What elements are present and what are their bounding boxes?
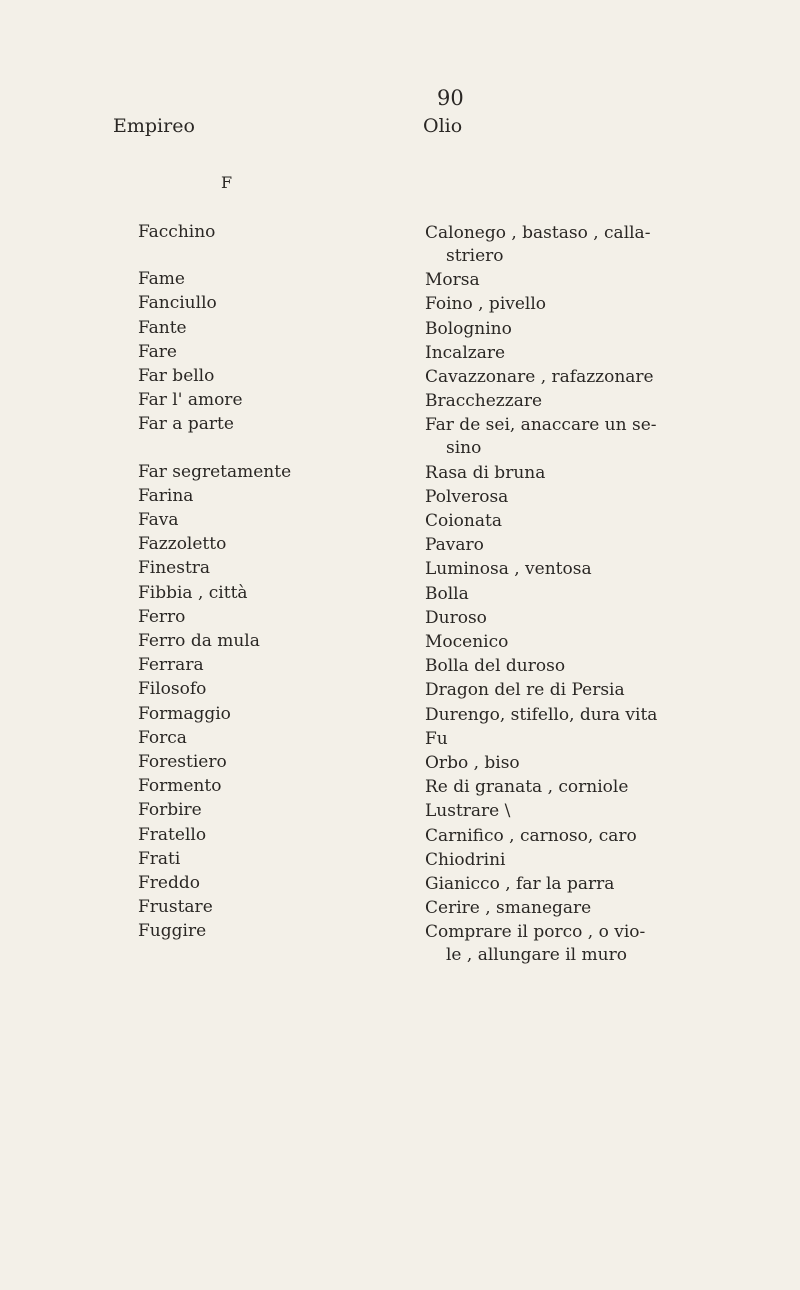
glossary-entry	[0, 825, 800, 851]
entry-term: Far a parte	[138, 414, 234, 435]
entry-term: Far l' amore	[138, 390, 243, 411]
entry-translation-text: Pavaro	[425, 535, 484, 556]
glossary-entry	[0, 366, 800, 392]
entry-term: Formento	[138, 776, 222, 797]
entry-term: Forestiero	[138, 752, 227, 772]
entry-term: Fare	[138, 341, 177, 362]
section-letter: F	[221, 173, 233, 192]
entry-term: Far bello	[138, 366, 215, 386]
glossary-entry	[0, 486, 800, 512]
glossary-entry	[0, 655, 800, 681]
entry-term: Fanciullo	[138, 293, 217, 314]
entry-translation	[425, 607, 775, 630]
entry-translation-continuation: striero	[446, 246, 504, 266]
glossary-entry	[0, 222, 800, 266]
entry-translation-text: Durengo, stifello, dura vita	[425, 704, 658, 725]
entry-translation-text: Mocenico	[425, 632, 509, 652]
entry-translation	[425, 558, 775, 581]
entry-term: Fuggire	[138, 921, 207, 942]
entry-term: Frati	[138, 848, 181, 869]
entry-translation	[425, 776, 775, 799]
entry-translation-text: Cerire , smanegare	[425, 898, 592, 919]
running-header-left: Empireo	[113, 115, 195, 137]
glossary-entry	[0, 293, 800, 319]
glossary-entry	[0, 583, 800, 609]
glossary-entry	[0, 752, 800, 778]
entry-translation-text: Cavazzonare , rafazzonare	[425, 367, 654, 387]
entry-translation-text: Calonego , bastaso , calla-	[425, 223, 651, 243]
entry-term: Farina	[138, 485, 194, 506]
entry-translation-text: Bolla	[425, 583, 469, 604]
entry-translation-text: Morsa	[425, 270, 480, 291]
entry-term: Forbire	[138, 800, 202, 821]
entry-term: Fibbia , città	[138, 582, 248, 603]
entry-translation	[425, 414, 775, 460]
entry-term: Far segretamente	[138, 461, 292, 482]
page-number: 90	[437, 86, 464, 110]
entry-term: Fazzoletto	[138, 534, 227, 555]
entry-translation	[425, 342, 775, 365]
entry-term: Forca	[138, 727, 187, 748]
entry-translation	[425, 293, 775, 316]
entry-translation	[425, 366, 775, 389]
entry-translation	[425, 390, 775, 413]
glossary-entry	[0, 414, 800, 459]
entry-translation	[425, 921, 775, 967]
glossary-entry	[0, 849, 800, 875]
glossary-entry	[0, 776, 800, 802]
entry-term: Formaggio	[138, 703, 231, 724]
entry-translation-text: Orbo , biso	[425, 753, 520, 773]
entry-term: Freddo	[138, 873, 200, 893]
entry-translation	[425, 825, 775, 848]
entry-translation	[425, 728, 775, 751]
entry-translation	[425, 631, 775, 654]
entry-translation-text: Duroso	[425, 607, 487, 628]
entry-term: Ferro da mula	[138, 631, 260, 651]
glossary-entry	[0, 728, 800, 754]
entry-term: Facchino	[138, 222, 216, 242]
glossary-entry	[0, 510, 800, 536]
entry-translation-text: Chiodrini	[425, 849, 506, 870]
glossary-entry	[0, 607, 800, 633]
entry-translation	[425, 897, 775, 920]
entry-translation-text: Luminosa , ventosa	[425, 559, 592, 580]
entry-translation-continuation: sino	[446, 438, 482, 459]
entry-translation-text: Far de sei, anaccare un se-	[425, 415, 657, 436]
entry-translation-text: Bolla del duroso	[425, 656, 566, 677]
entry-translation	[425, 318, 775, 341]
entry-term: Finestra	[138, 558, 211, 579]
glossary-entry	[0, 342, 800, 368]
glossary-entry	[0, 534, 800, 560]
entry-term: Fante	[138, 317, 187, 338]
entry-translation	[425, 679, 775, 702]
entry-translation	[425, 510, 775, 533]
glossary-entry	[0, 269, 800, 295]
entry-translation	[425, 800, 775, 823]
glossary-entry	[0, 558, 800, 584]
entry-translation	[425, 873, 775, 896]
entry-translation	[425, 655, 775, 678]
entry-translation-text: Polverosa	[425, 486, 509, 507]
entry-translation-continuation: le , allungare il muro	[446, 945, 627, 966]
glossary-entry	[0, 897, 800, 923]
entry-translation-text: Fu	[425, 728, 448, 749]
glossary-entry	[0, 631, 800, 657]
glossary-entry	[0, 318, 800, 344]
entry-translation-text: Gianicco , far la parra	[425, 874, 615, 894]
entry-translation	[425, 222, 775, 268]
entry-translation-text: Dragon del re di Persia	[425, 680, 625, 701]
entry-translation-text: Incalzare	[425, 342, 506, 363]
glossary-entry	[0, 873, 800, 899]
glossary-entry	[0, 704, 800, 730]
entry-translation	[425, 849, 775, 872]
running-header-right: Olio	[423, 115, 463, 137]
entry-term: Fame	[138, 269, 185, 290]
entry-term: Filosofo	[138, 679, 207, 700]
entry-term: Fratello	[138, 824, 207, 845]
entry-translation-text: Rasa di bruna	[425, 462, 546, 483]
entry-translation	[425, 752, 775, 775]
entry-translation-text: Bracchezzare	[425, 391, 543, 412]
entry-translation-text: Comprare il porco , o vio-	[425, 922, 646, 943]
entry-translation	[425, 462, 775, 485]
entry-translation	[425, 269, 775, 292]
entry-term: Frustare	[138, 897, 213, 918]
entry-translation	[425, 486, 775, 509]
entry-translation-text: Coionata	[425, 511, 502, 531]
entry-translation-text: Lustrare \	[425, 801, 511, 822]
glossary-entry	[0, 462, 800, 488]
entry-term: Fava	[138, 510, 179, 530]
entry-translation	[425, 583, 775, 606]
entry-term: Ferrara	[138, 655, 204, 676]
entry-term: Ferro	[138, 606, 186, 627]
glossary-entry	[0, 679, 800, 705]
entry-translation	[425, 704, 775, 727]
entry-translation-text: Foino , pivello	[425, 294, 547, 315]
glossary-entry	[0, 390, 800, 416]
glossary-entry	[0, 921, 800, 966]
entry-translation-text: Carnifico , carnoso, caro	[425, 825, 637, 846]
entry-translation-text: Bolognino	[425, 318, 512, 339]
entry-translation-text: Re di granata , corniole	[425, 777, 629, 798]
entry-translation	[425, 534, 775, 557]
glossary-entry	[0, 800, 800, 826]
